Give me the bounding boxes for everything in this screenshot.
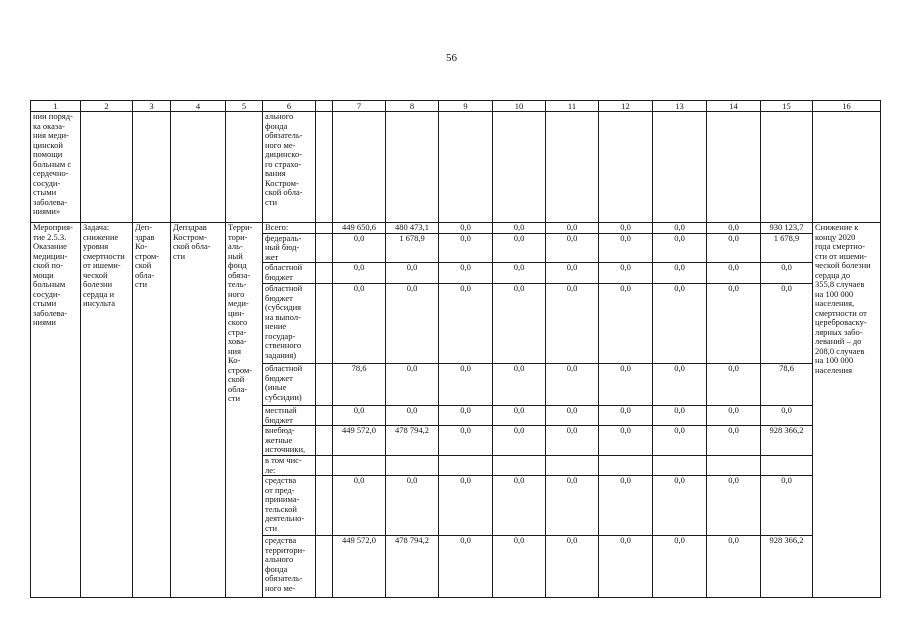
- funding-value-cell: 0,0: [386, 364, 439, 406]
- funding-value-cell: 928 366,2: [761, 426, 813, 456]
- funding-value-cell: 478 794,2: [386, 536, 439, 598]
- blank-cell: [813, 112, 881, 223]
- funding-value-cell: 0,0: [493, 284, 546, 364]
- funding-value-cell: [599, 456, 653, 476]
- funding-value-cell: [333, 456, 386, 476]
- column-number: 3: [133, 101, 171, 112]
- funding-value-cell: 0,0: [439, 223, 493, 234]
- blank-cell: [316, 456, 333, 476]
- blank-cell: [653, 112, 707, 223]
- funding-value-cell: 0,0: [439, 364, 493, 406]
- funding-value-cell: 0,0: [653, 364, 707, 406]
- page-number: 56: [446, 52, 457, 64]
- funding-value-cell: 0,0: [333, 263, 386, 284]
- funding-value-cell: 0,0: [599, 233, 653, 263]
- funding-value-cell: 0,0: [439, 426, 493, 456]
- column-number: 1: [31, 101, 81, 112]
- column-number: 16: [813, 101, 881, 112]
- column-number: 6: [263, 101, 316, 112]
- funding-value-cell: 0,0: [386, 284, 439, 364]
- funding-value-cell: 0,0: [386, 476, 439, 536]
- event-participant-cell: Терри- тори- аль- ный фонд обяза- тель- ного меди- цин- ского стра- хова- ния Ко- стром- ской обла- сти: [226, 223, 263, 598]
- funding-source-cell: средства от пред- принима- тельской деятельно- сти: [263, 476, 316, 536]
- funding-value-cell: 0,0: [439, 536, 493, 598]
- blank-cell: [316, 284, 333, 364]
- funding-value-cell: [493, 456, 546, 476]
- funding-value-cell: 0,0: [333, 284, 386, 364]
- blank-cell: [226, 112, 263, 223]
- funding-value-cell: 0,0: [333, 233, 386, 263]
- budget-table: [30, 100, 881, 598]
- funding-value-cell: 0,0: [761, 284, 813, 364]
- funding-source-cell: средства территори- ального фонда обязатель- ного ме-: [263, 536, 316, 598]
- blank-cell: [316, 364, 333, 406]
- funding-value-cell: 1 678,9: [386, 233, 439, 263]
- blank-cell: [81, 112, 133, 223]
- funding-value-cell: 0,0: [493, 233, 546, 263]
- funding-value-cell: 0,0: [439, 263, 493, 284]
- funding-value-cell: 0,0: [546, 364, 599, 406]
- column-number: 9: [439, 101, 493, 112]
- funding-value-cell: 0,0: [599, 536, 653, 598]
- funding-value-cell: 0,0: [653, 476, 707, 536]
- funding-value-cell: 0,0: [707, 223, 761, 234]
- column-number: 4: [171, 101, 226, 112]
- funding-value-cell: 0,0: [707, 263, 761, 284]
- funding-value-cell: 0,0: [333, 406, 386, 426]
- funding-value-cell: 0,0: [546, 263, 599, 284]
- funding-value-cell: 0,0: [493, 263, 546, 284]
- column-number: 5: [226, 101, 263, 112]
- funding-value-cell: 0,0: [653, 233, 707, 263]
- blank-cell: [316, 476, 333, 536]
- event-responsible-cell: Деп- здрав Ко- стром- ской обла- сти: [133, 223, 171, 598]
- funding-value-cell: [386, 456, 439, 476]
- blank-cell: [439, 112, 493, 223]
- funding-value-cell: 0,0: [599, 426, 653, 456]
- blank-cell: [316, 101, 333, 112]
- funding-value-cell: 0,0: [546, 223, 599, 234]
- blank-cell: [133, 112, 171, 223]
- column-number: 2: [81, 101, 133, 112]
- funding-value-cell: [546, 456, 599, 476]
- blank-cell: [316, 223, 333, 234]
- funding-value-cell: 478 794,2: [386, 426, 439, 456]
- blank-cell: [316, 263, 333, 284]
- funding-value-cell: 0,0: [599, 223, 653, 234]
- funding-value-cell: 480 473,1: [386, 223, 439, 234]
- funding-source-cell: ального фонда обязатель- ного ме- дицинско- го страхо- вания Костром- ской обла- сти: [263, 112, 316, 223]
- event-activity-cell: Мероприя- тие 2.5.3. Оказание медицин- ской по- мощи больным сосуди- стыми заболева- ниями: [31, 223, 81, 598]
- column-number: 7: [333, 101, 386, 112]
- funding-value-cell: [439, 456, 493, 476]
- funding-value-cell: 449 572,0: [333, 536, 386, 598]
- funding-value-cell: 1 678,9: [761, 233, 813, 263]
- funding-value-cell: 0,0: [653, 284, 707, 364]
- funding-value-cell: 0,0: [493, 426, 546, 456]
- blank-cell: [316, 536, 333, 598]
- blank-cell: [316, 112, 333, 223]
- funding-value-cell: 449 650,6: [333, 223, 386, 234]
- funding-value-cell: 0,0: [761, 476, 813, 536]
- funding-value-cell: 0,0: [333, 476, 386, 536]
- activity-cell: нии поряд- ка оказа- ния меди- цинской помощи больным с сердечно- сосуди- стыми заболева- ниями»: [31, 112, 81, 223]
- blank-cell: [761, 112, 813, 223]
- blank-cell: [599, 112, 653, 223]
- funding-value-cell: 0,0: [707, 426, 761, 456]
- funding-value-cell: 0,0: [493, 223, 546, 234]
- funding-value-cell: 0,0: [493, 364, 546, 406]
- funding-value-cell: 0,0: [439, 284, 493, 364]
- event-executor-cell: Депздрав Костром- ской обла- сти: [171, 223, 226, 598]
- column-number-row: [31, 101, 881, 112]
- funding-value-cell: 78,6: [333, 364, 386, 406]
- funding-value-cell: 0,0: [439, 406, 493, 426]
- funding-value-cell: 0,0: [546, 476, 599, 536]
- funding-value-cell: 0,0: [653, 263, 707, 284]
- funding-value-cell: 0,0: [707, 406, 761, 426]
- funding-source-cell: областной бюджет (иные субсидии): [263, 364, 316, 406]
- blank-cell: [316, 233, 333, 263]
- blank-cell: [333, 112, 386, 223]
- column-number: 13: [653, 101, 707, 112]
- column-number: 8: [386, 101, 439, 112]
- funding-value-cell: 0,0: [599, 406, 653, 426]
- event-task-cell: Задача: снижение уровня смертности от ишеми- ческой болезни сердца и инсульта: [81, 223, 133, 598]
- funding-row: [31, 223, 881, 234]
- funding-value-cell: 449 572,0: [333, 426, 386, 456]
- funding-value-cell: 0,0: [653, 536, 707, 598]
- funding-value-cell: 0,0: [439, 476, 493, 536]
- funding-value-cell: 0,0: [546, 284, 599, 364]
- funding-value-cell: 0,0: [653, 406, 707, 426]
- funding-value-cell: 0,0: [761, 406, 813, 426]
- funding-value-cell: 0,0: [386, 263, 439, 284]
- funding-value-cell: 0,0: [761, 263, 813, 284]
- blank-cell: [171, 112, 226, 223]
- funding-value-cell: [707, 456, 761, 476]
- funding-value-cell: 78,6: [761, 364, 813, 406]
- funding-value-cell: 0,0: [546, 536, 599, 598]
- column-number: 10: [493, 101, 546, 112]
- column-number: 15: [761, 101, 813, 112]
- funding-value-cell: 0,0: [599, 476, 653, 536]
- funding-value-cell: 0,0: [546, 233, 599, 263]
- expected-result-cell: Снижение к концу 2020 года смертно- сти от ишеми- ческой болезни сердца до 355,8 случаев на 100 000 населения, смертности от цереброваску- лярных забо- леваний – до 208,0 случаев на 100 000 населения: [813, 223, 881, 598]
- funding-value-cell: 0,0: [546, 426, 599, 456]
- column-number: 12: [599, 101, 653, 112]
- funding-value-cell: 0,0: [599, 364, 653, 406]
- funding-value-cell: 0,0: [439, 233, 493, 263]
- funding-value-cell: 0,0: [493, 536, 546, 598]
- funding-value-cell: 0,0: [599, 284, 653, 364]
- funding-source-cell: Всего:: [263, 223, 316, 234]
- funding-value-cell: 928 366,2: [761, 536, 813, 598]
- funding-source-cell: в том чис- ле:: [263, 456, 316, 476]
- funding-value-cell: 0,0: [493, 406, 546, 426]
- continuation-row: [31, 112, 881, 223]
- funding-value-cell: [761, 456, 813, 476]
- blank-cell: [386, 112, 439, 223]
- column-number: 14: [707, 101, 761, 112]
- funding-value-cell: 0,0: [493, 476, 546, 536]
- funding-value-cell: 0,0: [707, 233, 761, 263]
- funding-value-cell: 0,0: [386, 406, 439, 426]
- funding-value-cell: 0,0: [653, 223, 707, 234]
- blank-cell: [707, 112, 761, 223]
- funding-source-cell: внебюд- жетные источники,: [263, 426, 316, 456]
- column-number: 11: [546, 101, 599, 112]
- funding-value-cell: 0,0: [707, 536, 761, 598]
- funding-source-cell: федераль- ный бюд- жет: [263, 233, 316, 263]
- funding-source-cell: местный бюджет: [263, 406, 316, 426]
- funding-value-cell: [653, 456, 707, 476]
- blank-cell: [316, 406, 333, 426]
- funding-source-cell: областной бюджет: [263, 263, 316, 284]
- funding-source-cell: областной бюджет (субсидия на выпол- нение государ- ственного задания): [263, 284, 316, 364]
- funding-value-cell: 0,0: [707, 364, 761, 406]
- blank-cell: [546, 112, 599, 223]
- blank-cell: [493, 112, 546, 223]
- funding-value-cell: 0,0: [707, 284, 761, 364]
- funding-value-cell: 0,0: [653, 426, 707, 456]
- blank-cell: [316, 426, 333, 456]
- funding-value-cell: 0,0: [707, 476, 761, 536]
- funding-value-cell: 0,0: [546, 406, 599, 426]
- funding-value-cell: 930 123,7: [761, 223, 813, 234]
- funding-value-cell: 0,0: [599, 263, 653, 284]
